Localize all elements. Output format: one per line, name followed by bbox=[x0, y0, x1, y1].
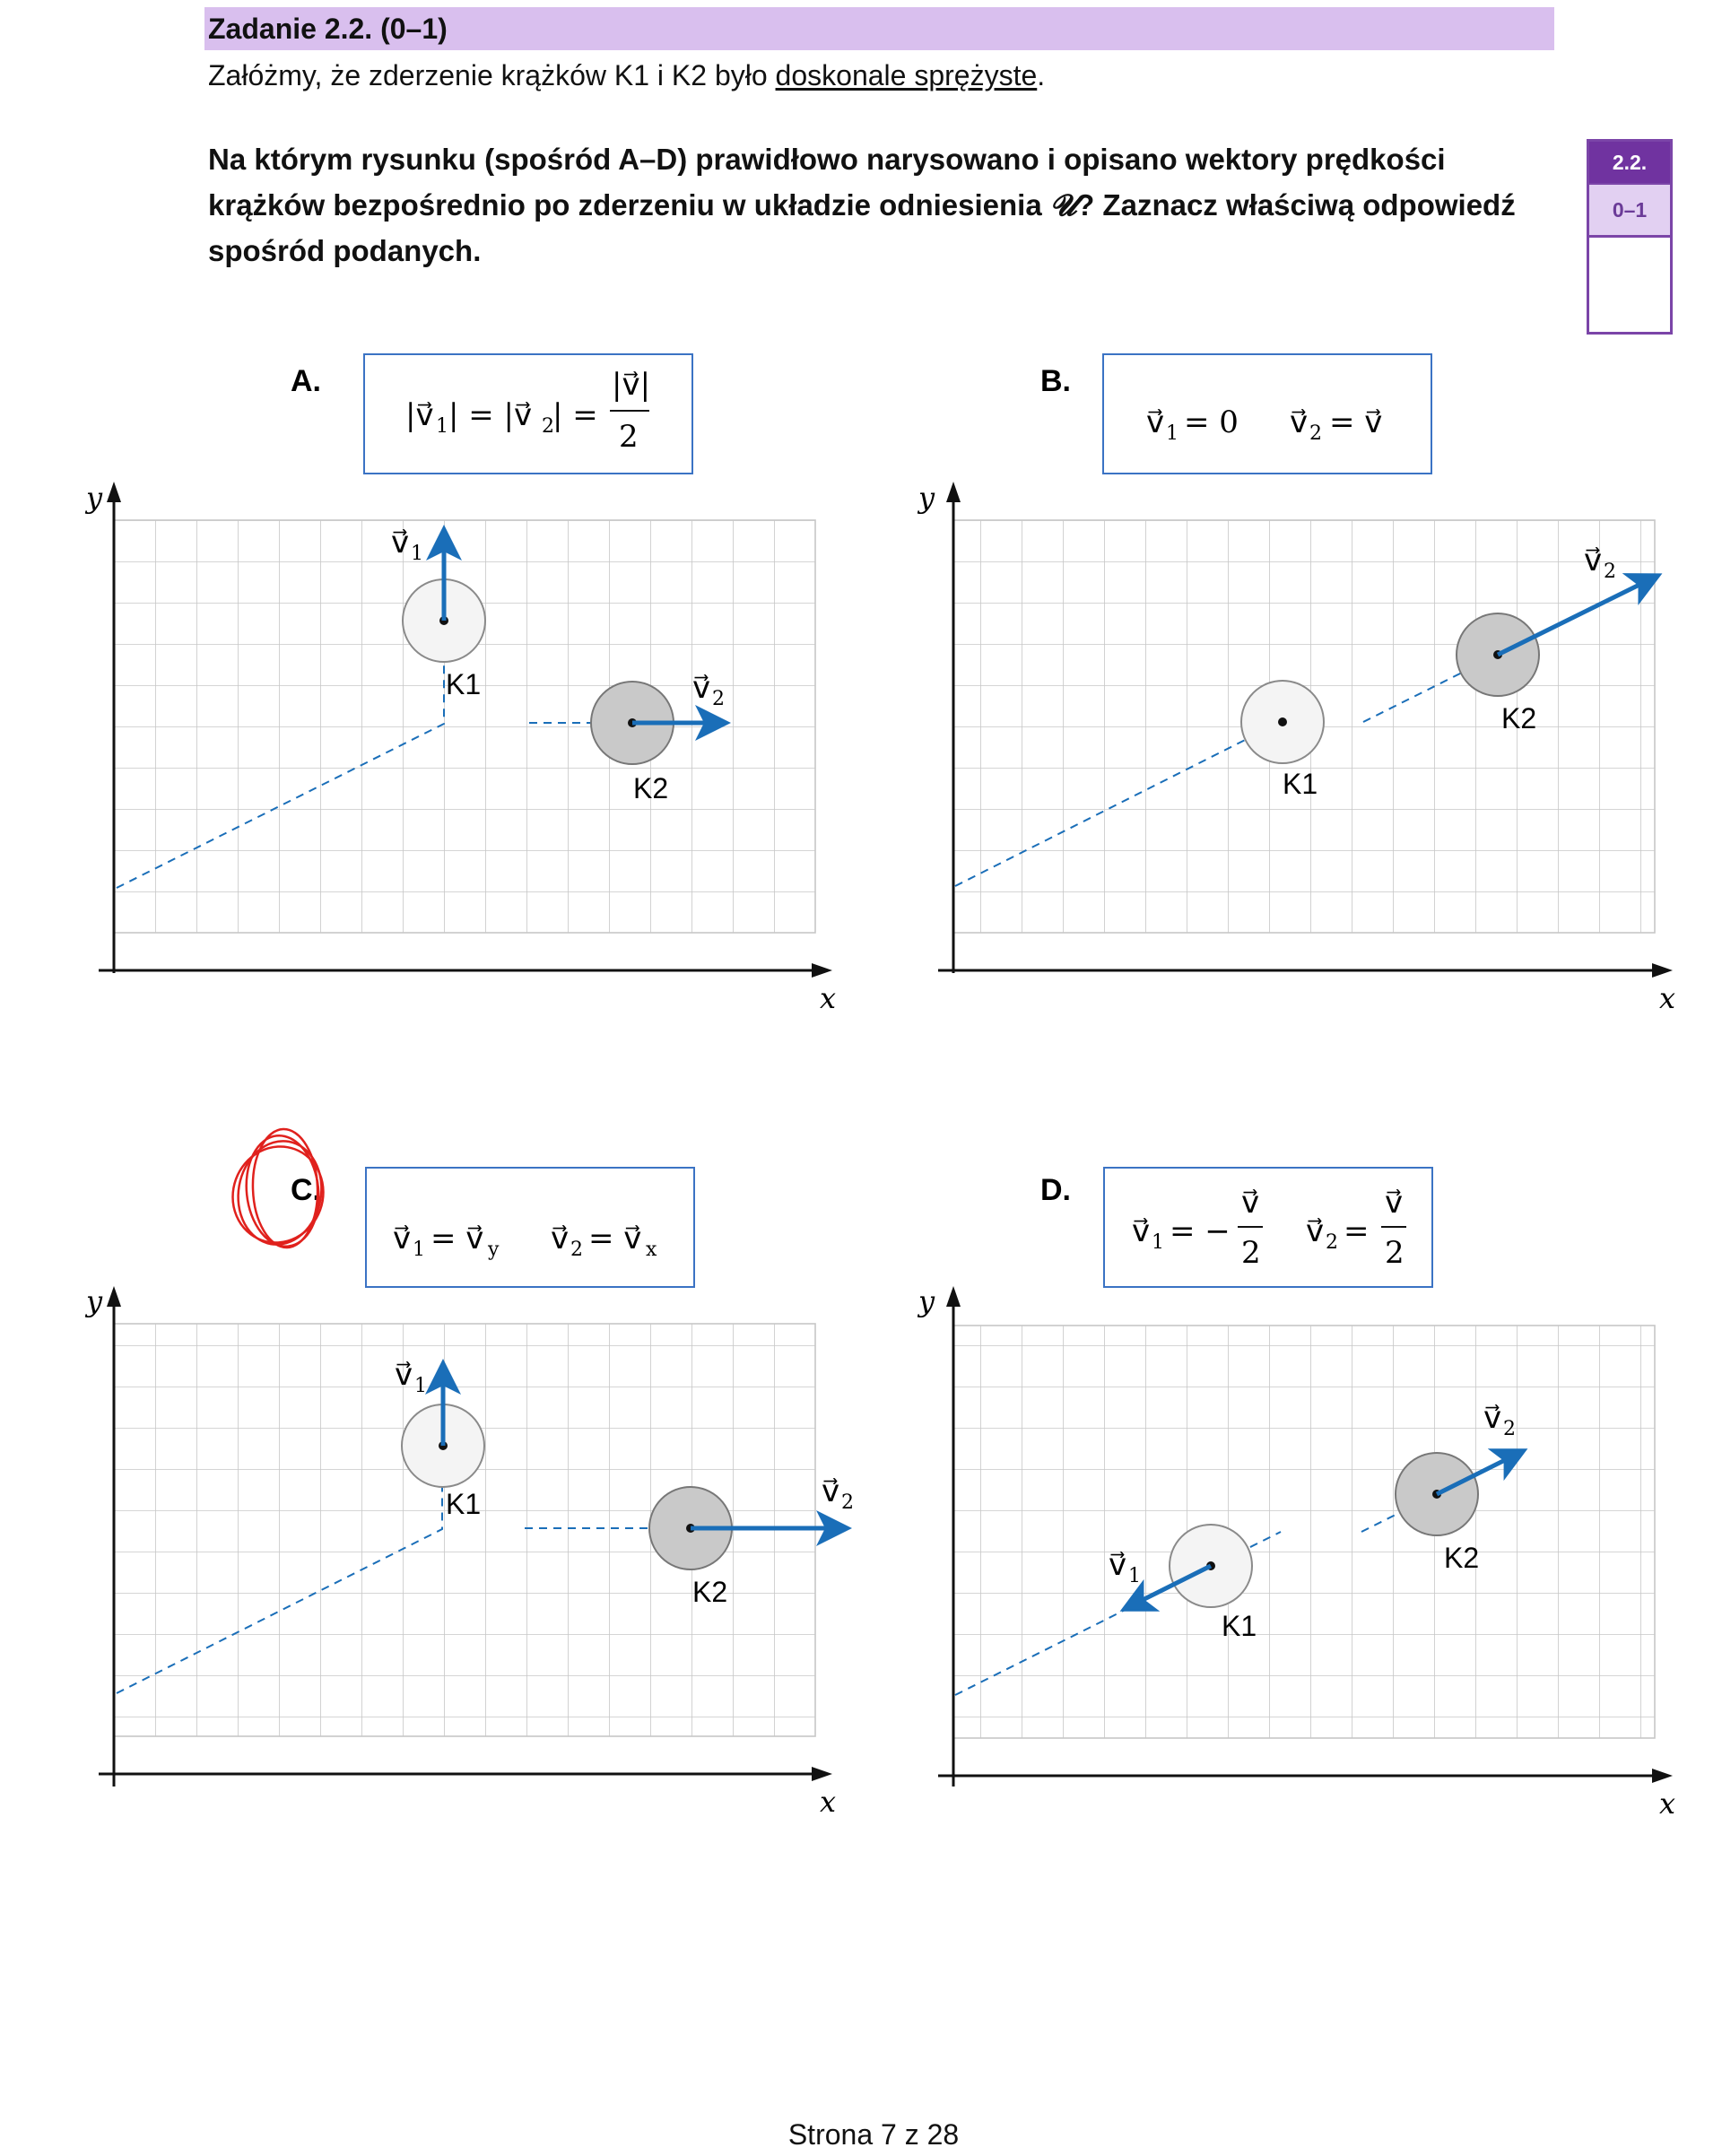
option-d-k2-label: K2 bbox=[1444, 1542, 1480, 1574]
option-b[interactable] bbox=[917, 354, 1675, 1015]
page-number: Strona 7 z 28 bbox=[787, 2118, 960, 2151]
svg-text:2: 2 bbox=[1326, 1231, 1338, 1254]
svg-text:2: 2 bbox=[1604, 561, 1616, 583]
option-a-x-label: x bbox=[820, 981, 837, 1015]
question-text-1: Na którym rysunku (spośród A–D) prawidłowo narysowano i opisano wektory prędkości krążków bezpośrednio po zderzeniu w układzie odniesienia bbox=[208, 143, 1446, 222]
option-c-k1-label: K1 bbox=[446, 1488, 482, 1520]
svg-text:v⃗: v⃗ bbox=[1132, 1213, 1151, 1249]
svg-text:1: 1 bbox=[413, 1239, 425, 1261]
option-a-k2-label: K2 bbox=[633, 772, 669, 804]
svg-text:v⃗: v⃗ bbox=[393, 1221, 412, 1256]
svg-text:2: 2 bbox=[542, 415, 554, 438]
svg-text:x: x bbox=[646, 1239, 657, 1261]
svg-text:y: y bbox=[488, 1239, 500, 1261]
svg-text:= v⃗: = v⃗ bbox=[588, 1221, 642, 1256]
svg-text:v⃗: v⃗ bbox=[551, 1221, 570, 1256]
task-title: Zadanie 2.2. (0–1) bbox=[208, 13, 448, 45]
option-c-k2-label: K2 bbox=[692, 1576, 728, 1608]
assumption-suffix: . bbox=[1037, 59, 1046, 91]
option-c-y-label: y bbox=[86, 1284, 103, 1318]
svg-text:= v⃗: = v⃗ bbox=[430, 1221, 484, 1256]
question-text-2: ? Zaznacz właściwą odpowiedź spośród podanych. bbox=[208, 188, 1516, 267]
svg-text:| = |v⃗: | = |v⃗ bbox=[448, 397, 533, 433]
assumption-text: Załóżmy, że zderzenie krążków K1 i K2 było bbox=[208, 59, 776, 91]
svg-text:2: 2 bbox=[570, 1239, 583, 1261]
svg-text:2: 2 bbox=[619, 419, 639, 455]
score-box-number: 2.2. bbox=[1589, 142, 1670, 183]
option-a[interactable] bbox=[84, 354, 836, 1015]
option-d-y-label: y bbox=[918, 1284, 935, 1318]
svg-text:= v⃗: = v⃗ bbox=[1329, 404, 1383, 440]
svg-text:|v⃗: |v⃗ bbox=[405, 397, 434, 433]
svg-text:2: 2 bbox=[1385, 1235, 1405, 1271]
option-b-x-label: x bbox=[1659, 981, 1676, 1015]
svg-text:|v⃗|: |v⃗| bbox=[612, 367, 651, 403]
svg-text:1: 1 bbox=[1152, 1231, 1164, 1254]
option-c-letter: C. bbox=[291, 1173, 321, 1207]
option-c-v2-label: v⃗ bbox=[822, 1474, 840, 1509]
assumption-underlined: doskonale sprężyste bbox=[775, 59, 1038, 91]
svg-text:=: = bbox=[1344, 1213, 1370, 1249]
svg-text:1: 1 bbox=[436, 415, 448, 438]
selected-answer-marker bbox=[220, 1128, 337, 1256]
option-b-y-label: y bbox=[918, 481, 935, 515]
svg-text:= −: = − bbox=[1170, 1213, 1231, 1249]
option-d-x-label: x bbox=[1659, 1787, 1676, 1821]
svg-text:2: 2 bbox=[1241, 1235, 1261, 1271]
option-b-k1-label: K1 bbox=[1283, 768, 1318, 800]
option-b-k2-label: K2 bbox=[1501, 702, 1537, 735]
option-a-grid bbox=[114, 520, 815, 933]
score-box-points: 0–1 bbox=[1589, 183, 1670, 238]
svg-text:2: 2 bbox=[1309, 422, 1322, 445]
option-d-v2-label: v⃗ bbox=[1483, 1400, 1502, 1436]
svg-text:v⃗: v⃗ bbox=[1306, 1213, 1325, 1249]
option-a-k1-label: K1 bbox=[446, 668, 482, 700]
option-d-k1-label: K1 bbox=[1222, 1610, 1257, 1642]
svg-text:1: 1 bbox=[1166, 422, 1178, 445]
option-a-v2-label: v⃗ bbox=[692, 670, 711, 706]
svg-text:2: 2 bbox=[841, 1491, 854, 1514]
svg-text:v⃗: v⃗ bbox=[1385, 1185, 1404, 1221]
svg-text:= 0: = 0 bbox=[1184, 404, 1239, 440]
option-d[interactable] bbox=[917, 1168, 1675, 1821]
svg-text:1: 1 bbox=[1128, 1565, 1141, 1587]
option-c[interactable] bbox=[84, 1128, 854, 1819]
option-a-letter: A. bbox=[291, 364, 321, 398]
option-a-y-label: y bbox=[86, 481, 103, 515]
option-d-grid bbox=[953, 1326, 1655, 1738]
svg-text:2: 2 bbox=[712, 688, 725, 710]
option-a-v1-label: v⃗ bbox=[391, 525, 410, 561]
svg-text:2: 2 bbox=[1503, 1418, 1516, 1440]
svg-text:| =: | = bbox=[552, 397, 598, 433]
option-c-x-label: x bbox=[820, 1785, 837, 1819]
option-d-v1-label: v⃗ bbox=[1109, 1547, 1127, 1583]
option-c-v1-label: v⃗ bbox=[395, 1357, 413, 1393]
option-c-formula-box bbox=[366, 1168, 694, 1287]
reference-frame-symbol: 𝓤 bbox=[1049, 187, 1077, 222]
option-b-letter: B. bbox=[1040, 364, 1071, 398]
option-d-letter: D. bbox=[1040, 1173, 1071, 1207]
option-b-v2-label: v⃗ bbox=[1584, 543, 1603, 578]
svg-text:1: 1 bbox=[411, 543, 423, 565]
svg-text:1: 1 bbox=[414, 1375, 427, 1397]
svg-text:v⃗: v⃗ bbox=[1290, 404, 1309, 440]
svg-text:v⃗: v⃗ bbox=[1146, 404, 1165, 440]
svg-text:v⃗: v⃗ bbox=[1241, 1185, 1260, 1221]
